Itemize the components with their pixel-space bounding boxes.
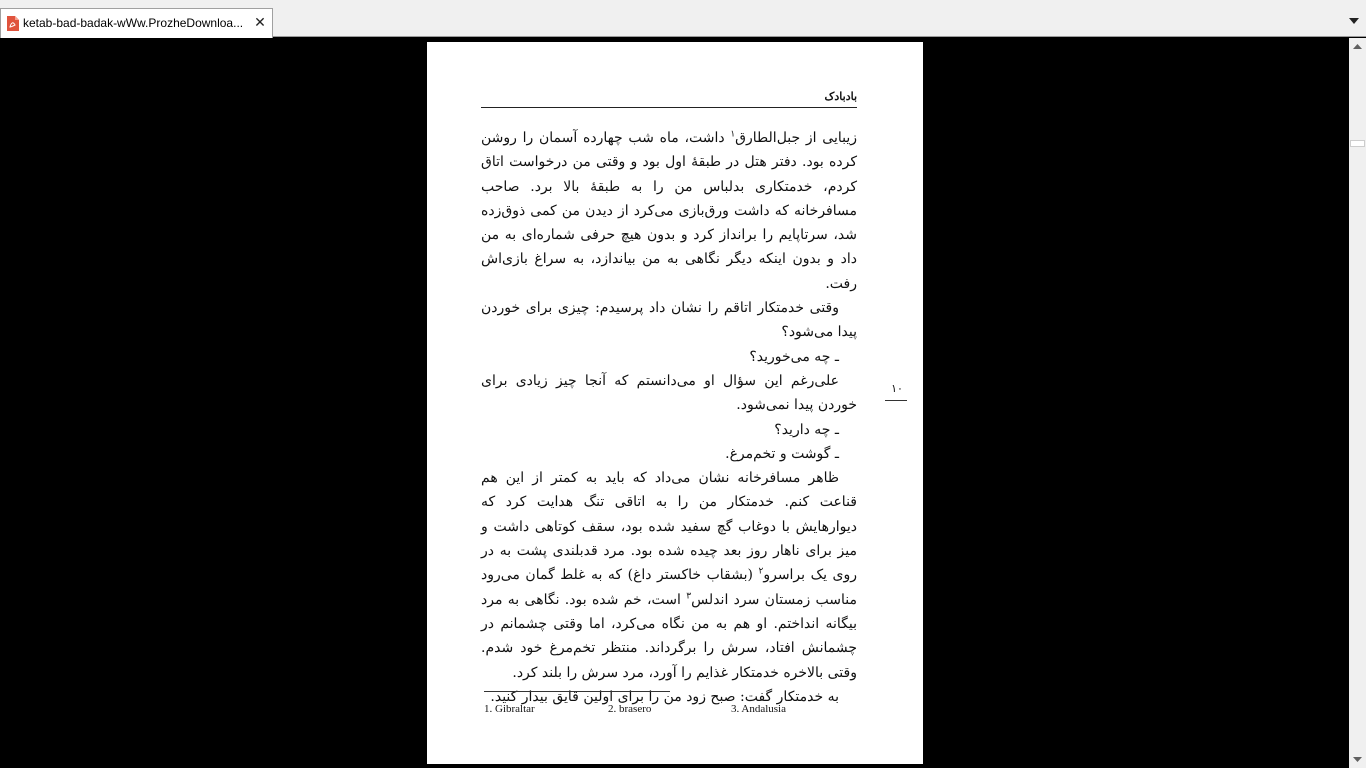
document-tab[interactable]: [0, 8, 273, 38]
paragraph-4: ظاهر مسافرخانه نشان می‌داد که باید به کمتر از این هم قناعت کنم. خدمتکار من را به اتاقی تنگ هدایت کرد که دیوارهایش با دوغاب گچ سفید شده بود، سقف کوتاهی داشت و میز برای ناهار روز بعد چیده شده بود. مرد قدبلندی پشت به در روی یک براسرو$^۲$ (بشقاب خاکستر داغ) که به غلط گمان می‌رود مناسب زمستان سرد اندلس$^۳$ است، خم شده بود. نگاهی به مرد بیگانه انداختم. او هم به من نگاه می‌کرد، اما وقتی چشمانم در چشمانش افتاد، سرش را برگرداند. منتظر تخم‌مرغ خود شدم. وقتی بالاخره خدمتکار غذایم را آورد، مرد سرش را بلند کرد.: [481, 470, 858, 681]
footnote-2: 2. brasero: [608, 703, 652, 715]
footnote-mark-1: ۱: [730, 129, 736, 140]
page-body: [481, 126, 857, 709]
paragraph-2: وقتی خدمتکار اتاقم را نشان داد پرسیدم: چیزی برای خوردن پیدا می‌شود؟: [481, 300, 857, 341]
header-rule: [481, 107, 857, 108]
scroll-down-arrow-icon[interactable]: [1349, 751, 1366, 768]
footnote-rule: [484, 691, 670, 692]
page-number: ۱۰: [891, 382, 903, 395]
dialogue-line-2: ـ چه دارید؟: [774, 421, 839, 438]
vertical-scrollbar[interactable]: [1349, 38, 1366, 768]
tab-title: ketab-bad-badak-wWw.ProzheDownloa...: [23, 16, 244, 30]
pdf-file-icon: [6, 16, 19, 31]
pdf-page: [427, 42, 923, 764]
close-tab-button[interactable]: ✕: [254, 15, 266, 31]
paragraph-3: علی‌رغم این سؤال او می‌دانستم که آنجا چیز زیادی برای خوردن پیدا نمی‌شود.: [481, 372, 857, 414]
paragraph-5: به خدمتکار گفت: صبح زود من را برای اولین قایق بیدار کنید.: [490, 688, 839, 705]
footnote-1: 1. Gibraltar: [484, 703, 535, 715]
paragraph-1: زیبایی از جبل‌الطارق$^۱$ داشت، ماه شب چهارده آسمان را روشن کرده بود. دفتر هتل در طبقهٔ اول بود و وقتی من درخواست اتاق کردم، خدمتکاری بدلباس من را به طبقهٔ بالا برد. صاحب مسافرخانه که داشت ورق‌بازی می‌کرد از دیدن من کمی ذوق‌زده شد، سرتاپایم را برانداز کرد و بدون هیچ حرفی شماره‌ای به من داد و بدون اینکه دیگر نگاهی به من بیاندازد، به سراغ بازی‌اش رفت.: [481, 129, 858, 292]
scroll-up-arrow-icon[interactable]: [1349, 38, 1366, 55]
footnote-mark-2: ۲: [758, 566, 764, 577]
scrollbar-thumb[interactable]: [1350, 140, 1365, 147]
footnote-mark-3: ۳: [686, 590, 692, 601]
dialogue-line-1: ـ چه می‌خورید؟: [749, 348, 839, 365]
footnote-3: 3. Andalusia: [731, 703, 786, 715]
tab-list-dropdown-icon[interactable]: [1348, 16, 1360, 26]
running-header: بادبادک: [824, 90, 857, 103]
page-number-rule: [885, 400, 907, 401]
dialogue-line-3: ـ گوشت و تخم‌مرغ.: [725, 445, 839, 462]
tab-bar: [0, 0, 1366, 37]
